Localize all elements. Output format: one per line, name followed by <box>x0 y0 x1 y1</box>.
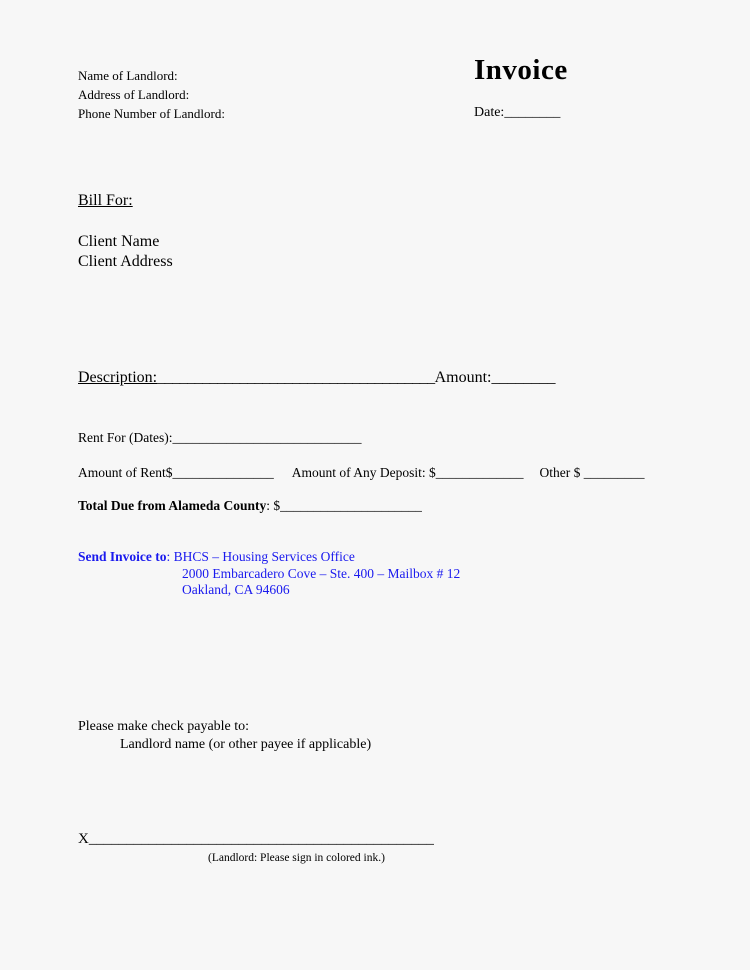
signature-note: (Landlord: Please sign in colored ink.) <box>208 852 385 864</box>
deposit-blank: $_____________ <box>429 465 524 480</box>
description-amount-row <box>78 369 618 387</box>
other-blank: $ _________ <box>573 465 645 480</box>
client-address: Client Address <box>78 253 173 270</box>
amount-of-rent-label: Amount of Rent <box>78 465 166 480</box>
date-blank: ________ <box>504 105 561 120</box>
bill-for-heading: Bill For: <box>78 192 133 209</box>
client-info-block <box>78 232 173 272</box>
client-name: Client Name <box>78 233 160 250</box>
amount-of-rent-blank: $_______________ <box>165 465 274 480</box>
date-label: Date: <box>474 105 505 120</box>
date-field <box>474 105 560 121</box>
send-invoice-recipient: : BHCS – Housing Services Office <box>166 549 355 564</box>
send-invoice-block <box>78 549 460 599</box>
send-invoice-label: Send Invoice to <box>78 549 167 564</box>
amount-blank: ________ <box>491 369 556 386</box>
page-title: Invoice <box>474 54 568 86</box>
send-invoice-line-2: 2000 Embarcadero Cove – Ste. 400 – Mailbox # 12 <box>182 565 461 581</box>
rent-for-dates-row <box>78 430 361 446</box>
description-label: Description: <box>78 369 158 386</box>
send-invoice-line-1 <box>78 549 460 566</box>
landlord-info-block <box>78 66 225 123</box>
total-due-label: Total Due from Alameda County <box>78 498 267 513</box>
amounts-row <box>78 465 698 481</box>
total-due-row <box>78 498 422 514</box>
description-blank: _____________________________________ <box>157 369 435 386</box>
deposit-label: Amount of Any Deposit: <box>291 465 426 480</box>
total-due-blank: : $_____________________ <box>266 498 422 513</box>
payable-block <box>78 718 371 754</box>
signature-line: X______________________________________________ <box>78 831 434 847</box>
payable-line-1: Please make check payable to: <box>78 719 250 734</box>
amount-label: Amount: <box>434 369 492 386</box>
rent-for-dates-blank: ____________________________ <box>172 430 362 445</box>
other-label: Other <box>539 465 571 480</box>
landlord-phone-label: Phone Number of Landlord: <box>78 106 225 121</box>
landlord-name-label: Name of Landlord: <box>78 68 178 83</box>
rent-for-dates-label: Rent For (Dates): <box>78 430 173 445</box>
landlord-address-label: Address of Landlord: <box>78 87 190 102</box>
send-invoice-line-3: Oakland, CA 94606 <box>182 582 290 597</box>
payable-line-2: Landlord name (or other payee if applicable) <box>120 737 372 752</box>
